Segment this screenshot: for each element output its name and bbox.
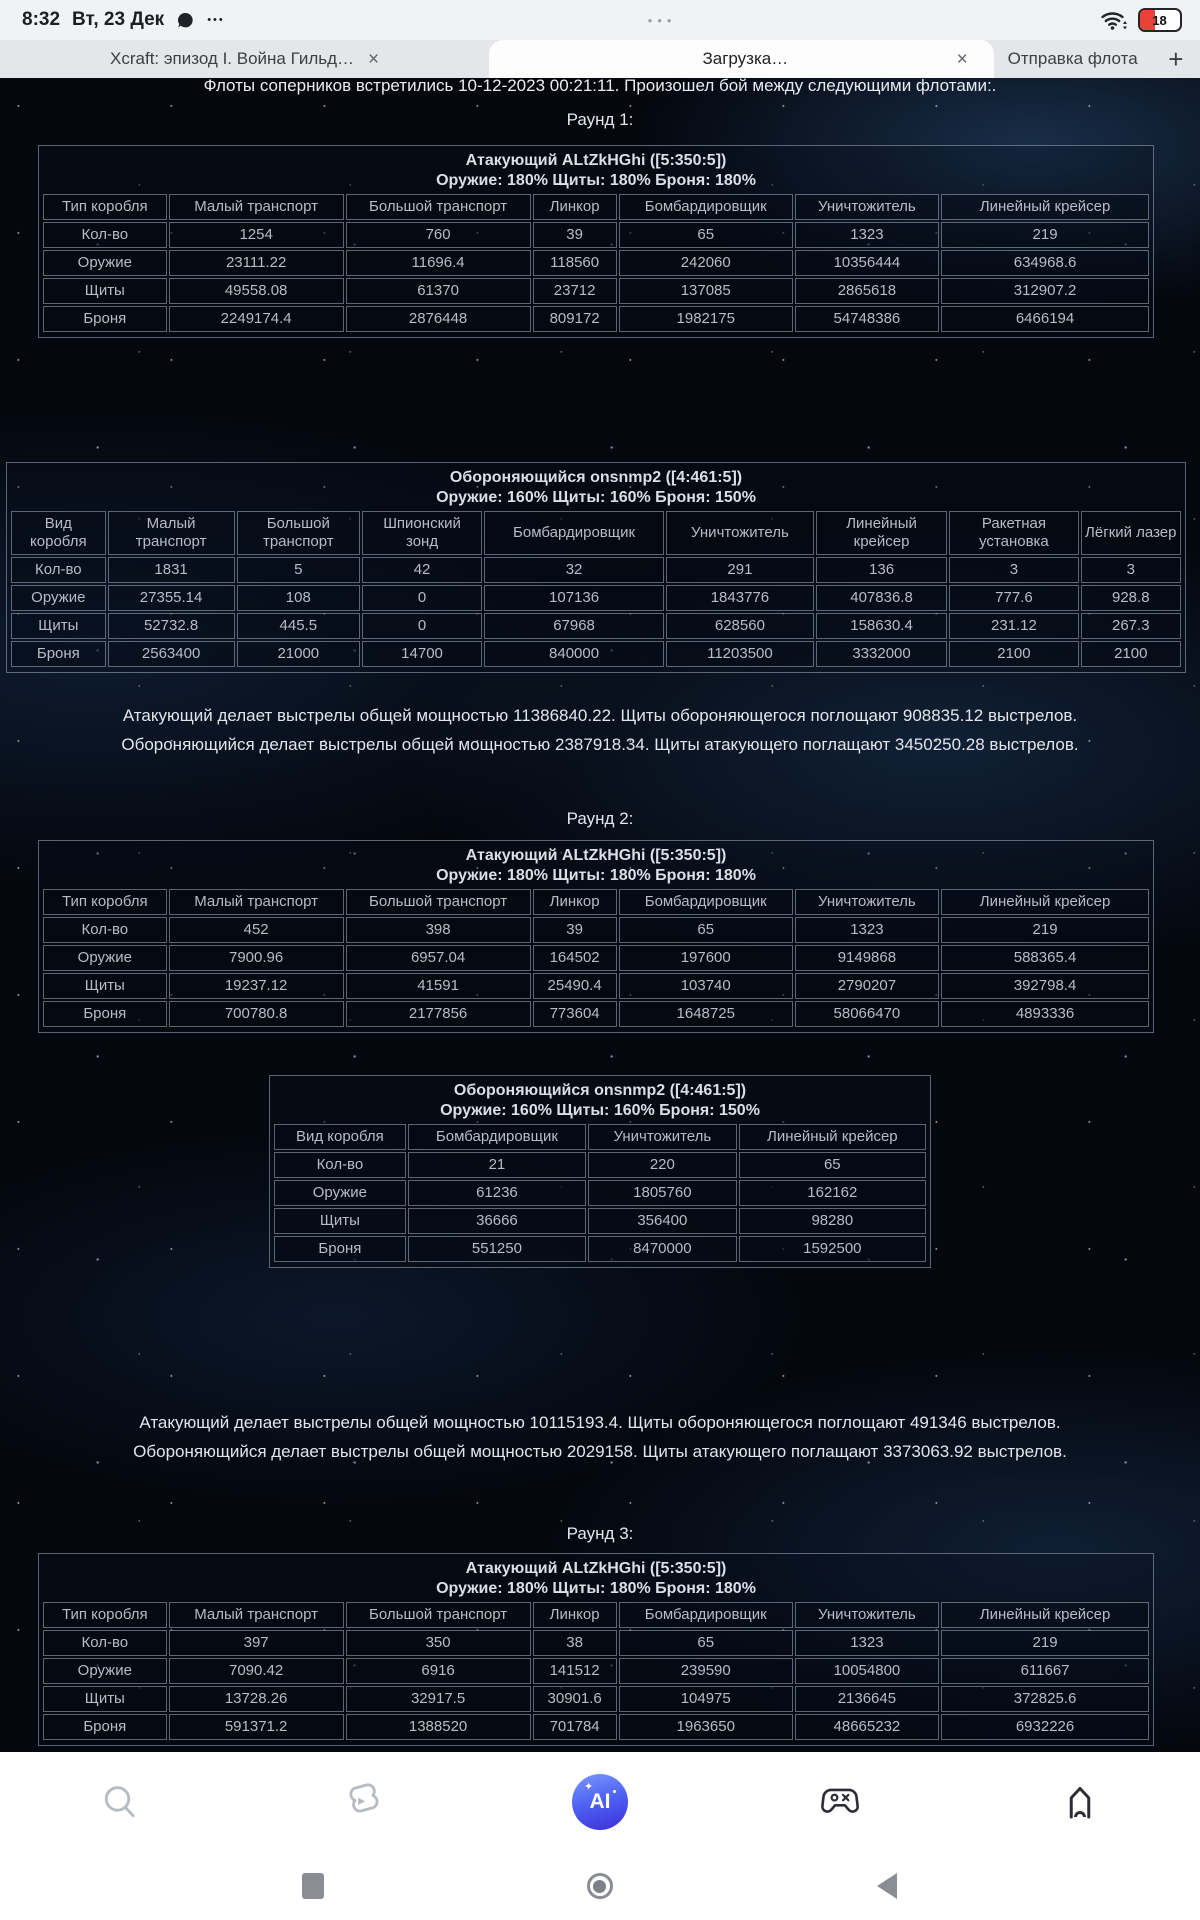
column-header-cell: Уничтожитель (795, 889, 939, 915)
column-header-cell: Линкор (533, 194, 617, 220)
table-cell: 267.3 (1081, 613, 1181, 639)
round-1-attacker-table (38, 145, 1154, 338)
table-cell: 700780.8 (169, 1001, 344, 1027)
column-header-cell: Шпионский зонд (362, 511, 482, 555)
table-cell: 219 (941, 917, 1149, 943)
table-cell: 2100 (949, 641, 1078, 667)
table-cell: 103740 (619, 973, 793, 999)
table-cell: 777.6 (949, 585, 1078, 611)
table-cell: 2790207 (795, 973, 939, 999)
table-cell: 3332000 (816, 641, 948, 667)
table-cell: 38 (533, 1630, 617, 1656)
table-cell: 1592500 (739, 1236, 926, 1262)
table-row (274, 1236, 926, 1262)
tab-fleet-dispatch[interactable] (994, 40, 1152, 78)
table-cell: 32917.5 (346, 1686, 531, 1712)
column-header-cell: Линейный крейсер (941, 1602, 1149, 1628)
table-row (43, 1686, 1149, 1712)
table-row (43, 1630, 1149, 1656)
table-cell: 136 (816, 557, 948, 583)
ai-label: AI (589, 1790, 611, 1813)
column-header-cell: Большой транспорт (237, 511, 360, 555)
new-tab-button[interactable]: + (1168, 43, 1184, 74)
table-cell: 108 (237, 585, 360, 611)
clock: 8:32 (22, 9, 61, 30)
ai-button-circle (572, 1774, 628, 1830)
column-header-cell: Уничтожитель (795, 1602, 939, 1628)
column-header-cell: Большой транспорт (346, 1602, 531, 1628)
shorts-button[interactable] (328, 1770, 392, 1834)
table-cell: 392798.4 (941, 973, 1149, 999)
table-caption (41, 147, 1151, 191)
row-label-cell: Броня (43, 1001, 167, 1027)
column-header-cell: Тип коробля (43, 889, 167, 915)
table-cell: 10054800 (795, 1658, 939, 1684)
table-cell: 9149868 (795, 945, 939, 971)
battle-report-page (0, 78, 1200, 1752)
table-cell: 1982175 (619, 306, 793, 332)
table-row (43, 1658, 1149, 1684)
home-circle-dot (593, 1880, 606, 1893)
table-cell: 42 (362, 557, 482, 583)
table-cell: 1388520 (346, 1714, 531, 1740)
back-button[interactable] (857, 1862, 917, 1910)
column-header-cell: Малый транспорт (169, 1602, 344, 1628)
table-cell: 372825.6 (941, 1686, 1149, 1712)
table-row (11, 557, 1181, 583)
table-cell: 10356444 (795, 250, 939, 276)
row-label-cell: Оружие (43, 945, 167, 971)
table-cell: 591371.2 (169, 1714, 344, 1740)
table-row (43, 945, 1149, 971)
table-cell: 928.8 (1081, 585, 1181, 611)
table-cell: 21 (408, 1152, 586, 1178)
table-cell: 628560 (666, 613, 814, 639)
table-cell: 231.12 (949, 613, 1078, 639)
table-cell: 1843776 (666, 585, 814, 611)
tab-label: Отправка флота (1007, 49, 1138, 68)
table-cell: 30901.6 (533, 1686, 617, 1712)
table-cell: 65 (619, 1630, 793, 1656)
status-left (22, 9, 225, 31)
bottom-bars (0, 1752, 1200, 1920)
table-cell: 2563400 (108, 641, 235, 667)
column-header-cell: Вид коробля (274, 1124, 406, 1150)
row-label-cell: Кол-во (43, 222, 167, 248)
table-caption-line: Атакующий ALtZkHGhi ([5:350:5]) (465, 847, 727, 864)
table-caption-line: Атакующий ALtZkHGhi ([5:350:5]) (465, 1560, 727, 1577)
column-header-cell: Ракетная установка (949, 511, 1078, 555)
row-label-cell: Броня (11, 641, 106, 667)
table-cell: 21000 (237, 641, 360, 667)
row-label-cell: Оружие (11, 585, 106, 611)
table-cell: 197600 (619, 945, 793, 971)
fleet-table (9, 509, 1183, 669)
round-2-defender-table (269, 1075, 931, 1268)
column-header-cell: Линейный крейсер (941, 194, 1149, 220)
status-bar (0, 0, 1200, 40)
table-cell: 61236 (408, 1180, 586, 1206)
table-row (274, 1152, 926, 1178)
sparkle-dot (613, 1790, 616, 1793)
close-tab-icon[interactable]: × (956, 48, 968, 70)
table-header-row (43, 889, 1149, 915)
row-label-cell: Кол-во (274, 1152, 406, 1178)
round-2-summary-attacker: Атакующий делает выстрелы общей мощностью 10115193.4. Щиты обороняющегося поглощают 491346 выстрелов. (139, 1413, 1061, 1432)
table-cell: 809172 (533, 306, 617, 332)
table-cell: 0 (362, 613, 482, 639)
row-label-cell: Кол-во (43, 917, 167, 943)
column-header-cell: Линейный крейсер (941, 889, 1149, 915)
column-header-cell: Линейный крейсер (816, 511, 948, 555)
table-cell: 2100 (1081, 641, 1181, 667)
table-caption-line: Оружие: 180% Щиты: 180% Броня: 180% (436, 867, 756, 884)
table-cell: 219 (941, 222, 1149, 248)
row-label-cell: Оружие (43, 250, 167, 276)
table-cell: 41591 (346, 973, 531, 999)
column-header-cell: Бомбардировщик (619, 889, 793, 915)
table-cell: 445.5 (237, 613, 360, 639)
table-cell: 65 (739, 1152, 926, 1178)
back-triangle-icon (877, 1873, 897, 1899)
row-label-cell: Щиты (43, 973, 167, 999)
table-cell: 23111.22 (169, 250, 344, 276)
more-dots-icon: ••• (207, 14, 225, 26)
table-caption (9, 464, 1183, 508)
recents-button[interactable] (283, 1862, 343, 1910)
table-header-row (11, 511, 1181, 555)
table-caption (272, 1077, 928, 1121)
table-cell: 3 (1081, 557, 1181, 583)
message-bubble-icon (176, 11, 195, 30)
browser-toolbar (0, 1752, 1200, 1852)
tab-bar (0, 40, 1200, 78)
column-header-cell: Малый транспорт (108, 511, 235, 555)
table-cell: 397 (169, 1630, 344, 1656)
table-cell: 98280 (739, 1208, 926, 1234)
table-cell: 137085 (619, 278, 793, 304)
table-cell: 104975 (619, 1686, 793, 1712)
table-header-row (43, 1602, 1149, 1628)
tab-label: Загрузка… (702, 49, 789, 68)
column-header-cell: Линейный крейсер (739, 1124, 926, 1150)
table-cell: 1963650 (619, 1714, 793, 1740)
table-cell: 1323 (795, 222, 939, 248)
table-cell: 1831 (108, 557, 235, 583)
row-label-cell: Щиты (274, 1208, 406, 1234)
column-header-cell: Тип коробля (43, 1602, 167, 1628)
table-cell: 7900.96 (169, 945, 344, 971)
table-cell: 19237.12 (169, 973, 344, 999)
table-cell: 5 (237, 557, 360, 583)
table-caption (41, 842, 1151, 886)
column-header-cell: Бомбардировщик (484, 511, 664, 555)
ai-assistant-button[interactable] (568, 1770, 632, 1834)
round-3-attacker-table (38, 1553, 1154, 1746)
row-label-cell: Броня (274, 1236, 406, 1262)
table-cell: 158630.4 (816, 613, 948, 639)
table-cell: 1805760 (588, 1180, 737, 1206)
table-cell: 65 (619, 917, 793, 943)
table-row (11, 585, 1181, 611)
intro-text: Флоты соперников встретились 10-12-2023 00:21:11. Произошел бой между следующими флотами:. (203, 78, 997, 95)
table-row (43, 1714, 1149, 1740)
column-header-cell: Лёгкий лазер (1081, 511, 1181, 555)
table-cell: 49558.08 (169, 278, 344, 304)
table-cell: 2876448 (346, 306, 531, 332)
table-row (11, 613, 1181, 639)
row-label-cell: Щиты (43, 1686, 167, 1712)
status-right (1100, 8, 1179, 32)
fleet-table (272, 1122, 928, 1264)
table-row (43, 278, 1149, 304)
table-row (43, 222, 1149, 248)
row-label-cell: Оружие (43, 1658, 167, 1684)
table-cell: 1323 (795, 1630, 939, 1656)
table-cell: 54748386 (795, 306, 939, 332)
table-cell: 52732.8 (108, 613, 235, 639)
round-3-title: Раунд 3: (566, 1524, 634, 1543)
table-cell: 6932226 (941, 1714, 1149, 1740)
table-caption-line: Оружие: 180% Щиты: 180% Броня: 180% (436, 1580, 756, 1597)
table-cell: 13728.26 (169, 1686, 344, 1712)
table-cell: 2249174.4 (169, 306, 344, 332)
column-header-cell: Уничтожитель (666, 511, 814, 555)
table-cell: 107136 (484, 585, 664, 611)
close-tab-icon[interactable]: × (368, 48, 380, 70)
table-caption-line: Оружие: 160% Щиты: 160% Броня: 150% (436, 489, 756, 506)
table-cell: 611667 (941, 1658, 1149, 1684)
table-cell: 242060 (619, 250, 793, 276)
table-row (11, 641, 1181, 667)
table-cell: 27355.14 (108, 585, 235, 611)
row-label-cell: Щиты (11, 613, 106, 639)
row-label-cell: Кол-во (11, 557, 106, 583)
tab-label: Xcraft: эпизод I. Война Гильд… (110, 49, 355, 68)
home-icon (1060, 1782, 1100, 1822)
table-cell: 2865618 (795, 278, 939, 304)
gamepad-icon (818, 1784, 862, 1820)
table-cell: 48665232 (795, 1714, 939, 1740)
table-cell: 39 (533, 222, 617, 248)
column-header-cell: Линкор (533, 889, 617, 915)
search-icon (100, 1782, 140, 1822)
table-cell: 14700 (362, 641, 482, 667)
table-caption (41, 1555, 1151, 1599)
table-row (43, 250, 1149, 276)
table-caption-line: Оружие: 160% Щиты: 160% Броня: 150% (440, 1102, 760, 1119)
table-cell: 239590 (619, 1658, 793, 1684)
column-header-cell: Малый транспорт (169, 889, 344, 915)
table-cell: 11203500 (666, 641, 814, 667)
table-cell: 356400 (588, 1208, 737, 1234)
table-cell: 4893336 (941, 1001, 1149, 1027)
table-header-row (43, 194, 1149, 220)
round-1-title: Раунд 1: (566, 110, 634, 129)
sparkle-icon: ✦ (584, 1781, 594, 1793)
table-row (43, 306, 1149, 332)
column-header-cell: Вид коробля (11, 511, 106, 555)
table-cell: 3 (949, 557, 1078, 583)
table-cell: 588365.4 (941, 945, 1149, 971)
table-row (274, 1180, 926, 1206)
column-header-cell: Линкор (533, 1602, 617, 1628)
recents-square-icon (302, 1873, 324, 1899)
table-cell: 220 (588, 1152, 737, 1178)
camera-cutout-dots: ••• (647, 12, 677, 28)
column-header-cell: Бомбардировщик (408, 1124, 586, 1150)
battery-percent: 18 (1152, 12, 1167, 28)
table-cell: 760 (346, 222, 531, 248)
round-1-summary-attacker: Атакующий делает выстрелы общей мощностью 11386840.22. Щиты обороняющегося поглощают 908835.12 выстрелов. (122, 706, 1078, 725)
fleet-table (41, 887, 1151, 1029)
row-label-cell: Броня (43, 306, 167, 332)
table-cell: 0 (362, 585, 482, 611)
column-header-cell: Уничтожитель (588, 1124, 737, 1150)
table-cell: 23712 (533, 278, 617, 304)
table-cell: 219 (941, 1630, 1149, 1656)
table-caption-line: Обороняющийся onsnmp2 ([4:461:5]) (449, 469, 743, 486)
column-header-cell: Бомбардировщик (619, 1602, 793, 1628)
table-cell: 67968 (484, 613, 664, 639)
tab-loading-active[interactable] (489, 40, 993, 78)
wifi-icon (1100, 9, 1128, 31)
table-cell: 164502 (533, 945, 617, 971)
table-cell: 407836.8 (816, 585, 948, 611)
home-circle-icon (587, 1873, 613, 1899)
row-label-cell: Оружие (274, 1180, 406, 1206)
table-caption-line: Обороняющийся onsnmp2 ([4:461:5]) (453, 1082, 747, 1099)
table-cell: 8470000 (588, 1236, 737, 1262)
round-2-summary-defender: Обороняющийся делает выстрелы общей мощностью 2029158. Щиты атакующего поглащают 3373063.92 выстрелов. (133, 1442, 1067, 1461)
table-header-row (274, 1124, 926, 1150)
column-header-cell: Большой транспорт (346, 889, 531, 915)
battery-indicator (1138, 8, 1179, 32)
table-cell: 25490.4 (533, 973, 617, 999)
table-cell: 1323 (795, 917, 939, 943)
column-header-cell: Тип коробля (43, 194, 167, 220)
table-cell: 1648725 (619, 1001, 793, 1027)
table-cell: 36666 (408, 1208, 586, 1234)
table-cell: 840000 (484, 641, 664, 667)
table-cell: 39 (533, 917, 617, 943)
table-cell: 398 (346, 917, 531, 943)
home-button[interactable] (1048, 1770, 1112, 1834)
table-cell: 1254 (169, 222, 344, 248)
table-cell: 312907.2 (941, 278, 1149, 304)
column-header-cell: Большой транспорт (346, 194, 531, 220)
round-2-attacker-table (38, 840, 1154, 1033)
date: Вт, 23 Дек (72, 9, 165, 30)
table-row (274, 1208, 926, 1234)
home-nav-button[interactable] (570, 1862, 630, 1910)
tab-xcraft[interactable] (0, 40, 489, 78)
table-cell: 162162 (739, 1180, 926, 1206)
table-cell: 141512 (533, 1658, 617, 1684)
table-cell: 118560 (533, 250, 617, 276)
table-cell: 61370 (346, 278, 531, 304)
table-cell: 2136645 (795, 1686, 939, 1712)
battery-icon (1138, 8, 1182, 32)
table-cell: 551250 (408, 1236, 586, 1262)
round-2-title: Раунд 2: (566, 809, 634, 828)
table-cell: 701784 (533, 1714, 617, 1740)
table-cell: 2177856 (346, 1001, 531, 1027)
table-cell: 6916 (346, 1658, 531, 1684)
column-header-cell: Бомбардировщик (619, 194, 793, 220)
table-row (43, 917, 1149, 943)
table-row (43, 973, 1149, 999)
games-button[interactable] (808, 1770, 872, 1834)
search-button[interactable] (88, 1770, 152, 1834)
android-nav-bar (170, 1852, 1030, 1920)
shorts-icon (340, 1782, 380, 1822)
row-label-cell: Щиты (43, 278, 167, 304)
round-1-defender-table (6, 462, 1186, 673)
row-label-cell: Броня (43, 1714, 167, 1740)
table-cell: 452 (169, 917, 344, 943)
table-caption-line: Оружие: 180% Щиты: 180% Броня: 180% (436, 172, 756, 189)
table-cell: 291 (666, 557, 814, 583)
fleet-table (41, 192, 1151, 334)
table-cell: 634968.6 (941, 250, 1149, 276)
table-cell: 6466194 (941, 306, 1149, 332)
column-header-cell: Уничтожитель (795, 194, 939, 220)
table-cell: 65 (619, 222, 793, 248)
table-cell: 6957.04 (346, 945, 531, 971)
table-cell: 58066470 (795, 1001, 939, 1027)
table-cell: 11696.4 (346, 250, 531, 276)
table-cell: 32 (484, 557, 664, 583)
row-label-cell: Кол-во (43, 1630, 167, 1656)
table-caption-line: Атакующий ALtZkHGhi ([5:350:5]) (465, 152, 727, 169)
fleet-table (41, 1600, 1151, 1742)
table-cell: 350 (346, 1630, 531, 1656)
table-cell: 7090.42 (169, 1658, 344, 1684)
table-cell: 773604 (533, 1001, 617, 1027)
column-header-cell: Малый транспорт (169, 194, 344, 220)
round-1-summary-defender: Обороняющийся делает выстрелы общей мощностью 2387918.34. Щиты атакующего поглащают 3450250.28 выстрелов. (121, 735, 1079, 754)
table-row (43, 1001, 1149, 1027)
